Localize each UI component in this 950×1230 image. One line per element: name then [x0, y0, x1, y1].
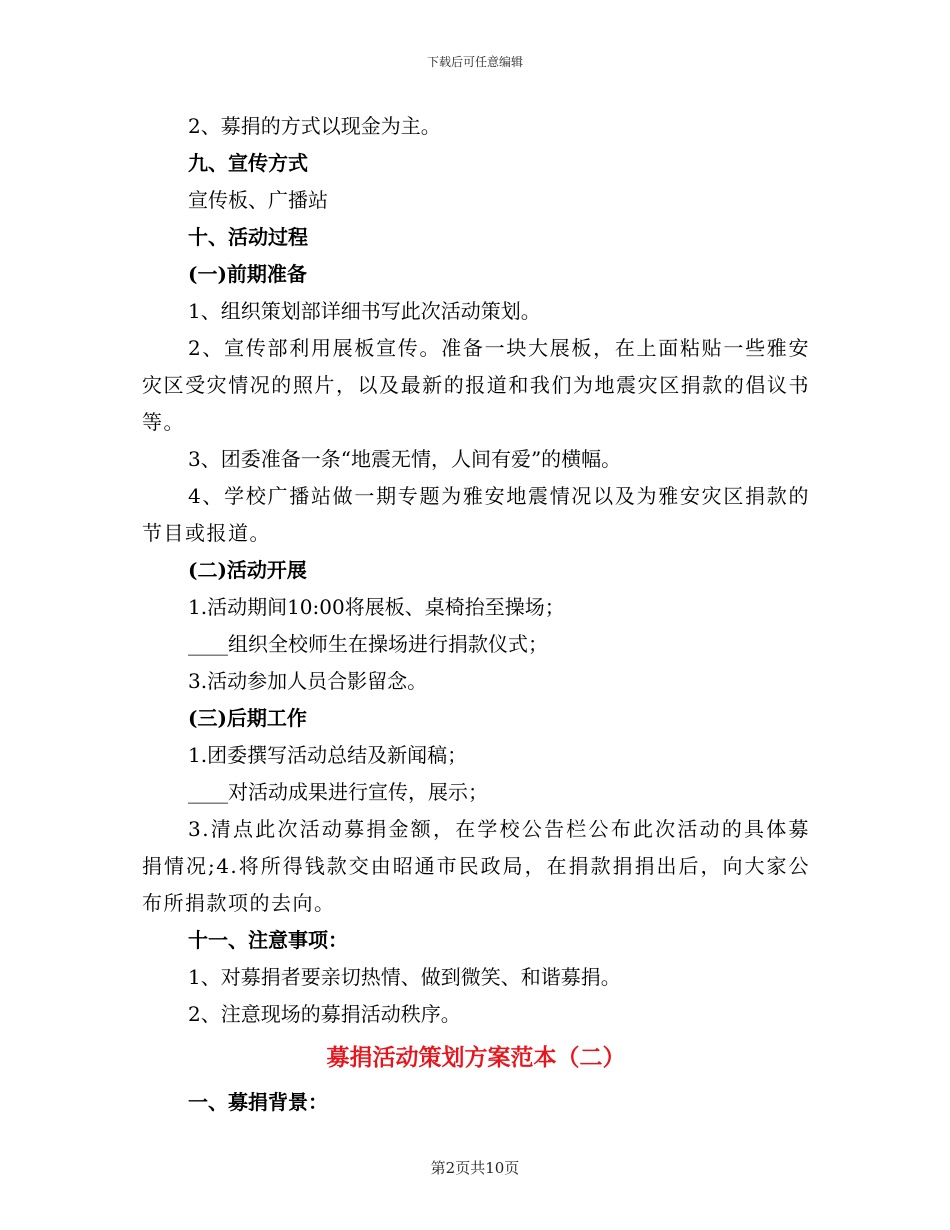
- paragraph-followup-2: ____对活动成果进行宣传，展示；: [188, 780, 488, 804]
- document-body: [142, 108, 810, 1121]
- heading-donation-background: 一、募捐背景：: [188, 1090, 328, 1114]
- paragraph-exec-2: ____组织全校师生在操场进行捐款仪式；: [188, 632, 548, 656]
- heading-notes: 十一、注意事项：: [188, 928, 348, 952]
- subheading-preparation: (一)前期准备: [188, 262, 307, 286]
- heading-activity-process: 十、活动过程: [188, 225, 308, 249]
- subheading-execution: (二)活动开展: [188, 558, 307, 582]
- header-note: 下载后可任意编辑: [426, 55, 523, 69]
- paragraph-exec-3: 3.活动参加人员合影留念。: [188, 669, 428, 693]
- section-title: 募捐活动策划方案范本（二）: [326, 1044, 626, 1071]
- paragraph-note-1: 1、对募捐者要亲切热情、做到微笑、和谐募捐。: [188, 965, 621, 989]
- subheading-followup: (三)后期工作: [188, 706, 307, 730]
- paragraph-prep-1: 1、组织策划部详细书写此次活动策划。: [188, 299, 541, 323]
- paragraph-note-2: 2、注意现场的募捐活动秩序。: [188, 1002, 461, 1026]
- paragraph-prep-2: 2、宣传部利用展板宣传。准备一块大展板，在上面粘贴一些雅安灾区受灾情况的照片，以及最新的报道和我们为地震灾区捐款的倡议书等。: [142, 336, 810, 434]
- paragraph-prep-3: 3、团委准备一条“地震无情，人间有爱”的横幅。: [188, 447, 622, 471]
- paragraph-publicity-tools: 宣传板、广播站: [188, 188, 328, 212]
- paragraph-prep-4: 4、学校广播站做一期专题为雅安地震情况以及为雅安灾区捐款的节目或报道。: [142, 484, 810, 545]
- heading-publicity-method: 九、宣传方式: [188, 151, 308, 175]
- paragraph-exec-1: 1.活动期间10:00将展板、桌椅抬至操场；: [188, 595, 565, 619]
- paragraph-followup-1: 1.团委撰写活动总结及新闻稿；: [188, 743, 468, 767]
- page-number: 第2页共10页: [430, 1159, 520, 1177]
- paragraph-followup-3: 3.清点此次活动募捐金额，在学校公告栏公布此次活动的具体募捐情况;4.将所得钱款交由昭通市民政局，在捐款捐捐出后，向大家公布所捐款项的去向。: [142, 817, 810, 915]
- paragraph-donation-method: 2、募捐的方式以现金为主。: [188, 114, 441, 138]
